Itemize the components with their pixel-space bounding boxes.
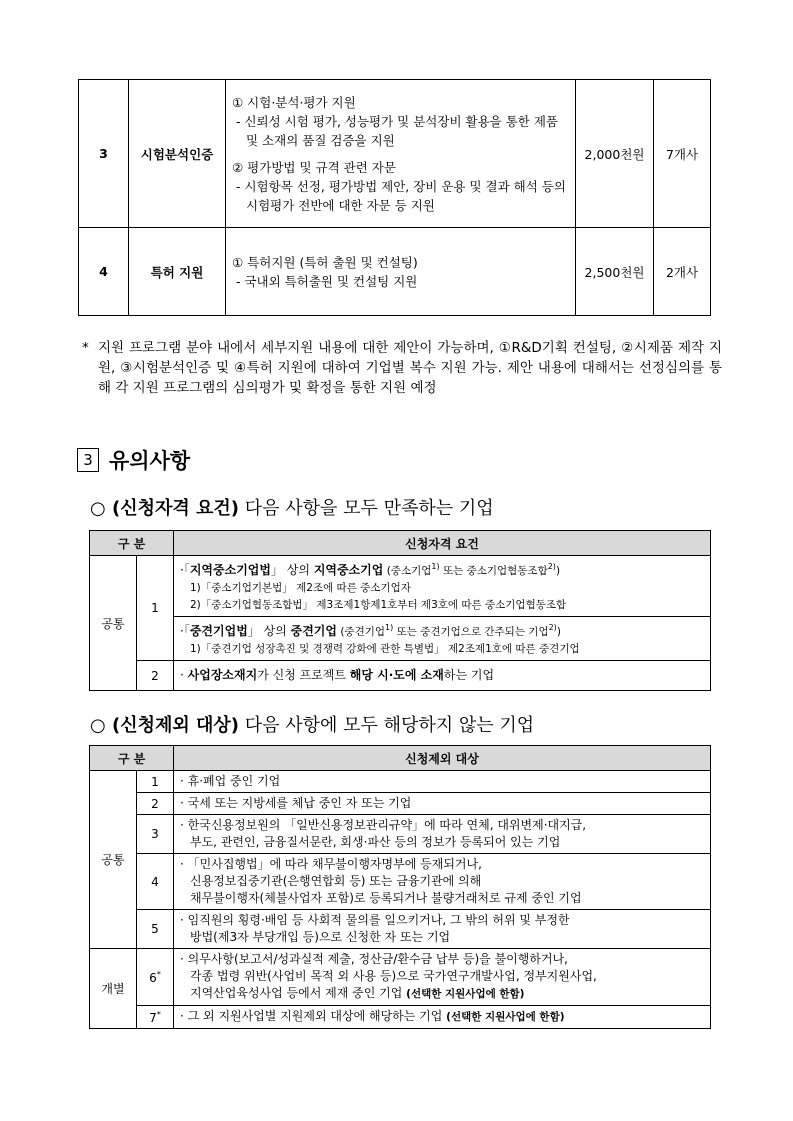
program-amount: 2,000천원	[576, 80, 654, 228]
row-number: 7*	[137, 1006, 174, 1029]
exclusion-item: · 의무사항(보고서/성과실적 제출, 정산금/환수금 납부 등)을 불이행하거나, 각종 법령 위반(사업비 목적 외 사용 등)으로 국가연구개발사업, 정부지원사업, 지역산업육성사업 등에서 제재 중인 기업 (선택한 지원사업에 한함)	[174, 949, 711, 1006]
row-number: 1	[137, 556, 174, 661]
program-name: 특허 지원	[129, 228, 226, 316]
exclusion-item: · 임직원의 횡령·배임 등 사회적 물의를 일으키거나, 그 밖의 허위 및 부정한 방법(제3자 부당개입 등)으로 신청한 자 또는 기업	[174, 910, 711, 949]
section-heading: 유의사항	[109, 449, 191, 473]
row-number: 1	[137, 771, 174, 793]
table-row	[79, 228, 711, 316]
item-title: ① 특허지원 (특허 출원 및 컨설팅)	[232, 254, 418, 270]
table-row	[90, 793, 711, 815]
row-number: 4	[137, 854, 174, 910]
note-text: 지원 프로그램 분야 내에서 세부지원 내용에 대한 제안이 가능하며, ①R&D기획 컨설팅, ②시제품 제작 지원, ③시험분석인증 및 ④특허 지원에 대하여 기업별 복수 지원 가능. 제안 내용에 대해서는 선정심의를 통해 각 지원 프로그램의 심의평가 및 확정을 통한 지원 예정	[98, 340, 722, 396]
col-category: 구 분	[90, 746, 174, 771]
program-description	[226, 80, 576, 228]
footnote	[82, 338, 722, 398]
program-description	[226, 228, 576, 316]
eligibility-heading-rest: 다음 사항을 모두 만족하는 기업	[239, 498, 494, 519]
row-number: 2	[137, 793, 174, 815]
row-number: 5	[137, 910, 174, 949]
row-number: 2	[137, 661, 174, 691]
item-title: ① 시험·분석·평가 지원	[232, 94, 356, 110]
program-amount: 2,500천원	[576, 228, 654, 316]
exclusion-heading-bold: ○ (신청제외 대상)	[90, 715, 240, 736]
category-label: 개별	[90, 949, 137, 1029]
row-number: 3	[79, 80, 129, 228]
exclusion-item: · 휴·폐업 중인 기업	[174, 771, 711, 793]
footnote-line: 2)「중소기업협동조합법」 제3조제1항제1호부터 제3호에 따른 중소기업협동조합	[190, 599, 567, 611]
table-row	[90, 771, 711, 793]
row-number: 6*	[137, 949, 174, 1006]
table-row	[90, 910, 711, 949]
eligibility-heading	[90, 494, 494, 520]
exclusion-heading-rest: 다음 사항에 모두 해당하지 않는 기업	[239, 715, 535, 736]
exclusion-item: · 한국신용정보원의 「일반신용정보관리규약」에 따라 연체, 대위변제·대지급, 부도, 관련인, 금융질서문란, 회생·파산 등의 정보가 등록되어 있는 기업	[174, 815, 711, 854]
exclusion-item: · 국세 또는 지방세를 체납 중인 자 또는 기업	[174, 793, 711, 815]
row-number: 3	[137, 815, 174, 854]
requirement-sme: ·「지역중소기업법」 상의 지역중소기업 (중소기업$^{1)}$ 또는 중소기업협동조합$^{2)}$) 1)「중소기업기본법」 제2조에 따른 중소기업자 2)「중소기업협동조합법」 제3조제1항제1호부터 제3호에 따른 중소기업협동조합	[174, 556, 711, 617]
requirement-location: · 사업장소재지가 신청 프로젝트 해당 시·도에 소재하는 기업	[174, 661, 711, 691]
exclusion-item: · 「민사집행법」에 따라 채무불이행자명부에 등재되거나, 신용정보집중기관(은행연합회 등) 또는 금융기관에 의해 채무불이행자(체불사업자 포함)로 등록되거나 불량거래처로 규제 중인 기업	[174, 854, 711, 910]
table-row	[90, 815, 711, 854]
row-number: 4	[79, 228, 129, 316]
col-content: 신청자격 요건	[174, 531, 711, 556]
program-count: 7개사	[654, 80, 711, 228]
footnote-line: 1)「중견기업 성장촉진 및 경쟁력 강화에 관한 특별법」 제2조제1호에 따른 중견기업	[190, 643, 580, 655]
category-label: 공통	[90, 556, 137, 691]
exclusion-item: · 그 외 지원사업별 지원제외 대상에 해당하는 기업 (선택한 지원사업에 한함)	[174, 1006, 711, 1029]
col-category: 구 분	[90, 531, 174, 556]
eligibility-table	[89, 530, 711, 691]
col-content: 신청제외 대상	[174, 746, 711, 771]
item-detail: - 국내외 특허출원 및 컨설팅 지원	[236, 273, 418, 289]
program-table	[78, 79, 711, 316]
section-title	[77, 445, 190, 475]
eligibility-heading-bold: ○ (신청자격 요건)	[90, 498, 240, 519]
category-label: 공통	[90, 771, 137, 949]
requirement-midsize: ·「중견기업법」 상의 중견기업 (중견기업$^{1)}$ 또는 중견기업으로 간주되는 기업$^{2)}$) 1)「중견기업 성장촉진 및 경쟁력 강화에 관한 특별법」 제2조제1호에 따른 중견기업	[174, 617, 711, 661]
program-count: 2개사	[654, 228, 711, 316]
table-row	[90, 1006, 711, 1029]
footnote-line: 1)「중소기업기본법」 제2조에 따른 중소기업자	[190, 582, 411, 594]
exclusion-heading	[90, 711, 534, 737]
table-row	[90, 854, 711, 910]
exclusion-table	[89, 745, 711, 1029]
table-row	[79, 80, 711, 228]
note-mark: *	[82, 340, 89, 356]
item-detail: - 신뢰성 시험 평가, 성능평가 및 분석장비 활용을 통한 제품 및 소재의 품질 검증을 지원	[236, 113, 558, 148]
item-title: ② 평가방법 및 규격 관련 자문	[232, 159, 396, 175]
item-detail: - 시험항목 선정, 평가방법 제안, 장비 운용 및 결과 해석 등의 시험평가 전반에 대한 자문 등 지원	[236, 178, 566, 213]
program-name: 시험분석인증	[129, 80, 226, 228]
table-row	[90, 949, 711, 1006]
section-number: 3	[77, 448, 99, 472]
